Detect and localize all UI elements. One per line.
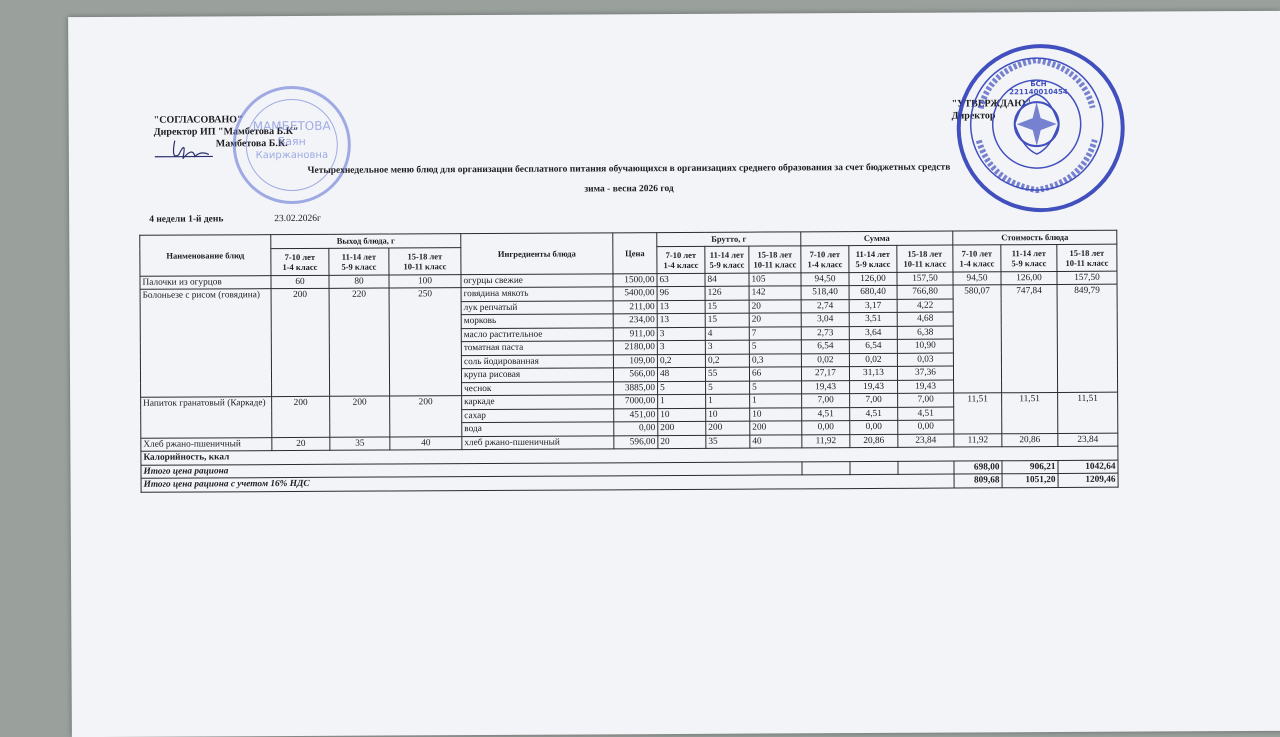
ingredient-sum: 7,00 [802,394,850,408]
calories-label: Калорийность, ккал [141,446,1118,465]
ingredient-brutto: 1 [706,394,750,408]
ingredient-sum: 19,43 [898,380,954,394]
ingredient-sum: 126,00 [849,272,897,286]
dish-output: 200 [390,396,462,437]
ingredient-sum: 27,17 [801,367,849,381]
ingredient-brutto: 15 [705,313,749,327]
total-empty [850,461,898,475]
ingredient-sum: 518,40 [801,286,849,300]
ingredient-sum: 4,68 [897,312,953,326]
ingredient-brutto: 84 [705,273,749,287]
ingredient-brutto: 5 [706,381,750,395]
dish-name: Болоньезе с рисом (говядина) [140,289,272,398]
dish-cost: 11,51 [954,393,1002,434]
ingredient-brutto: 5 [658,381,706,395]
ingredient-price: 2180,00 [613,341,657,355]
ingredient-brutto: 1 [658,394,706,408]
ingredient-brutto: 0,3 [749,353,801,367]
total-vat-value: 809,68 [954,474,1002,488]
approval-heading: "СОГЛАСОВАНО" [153,114,243,126]
ingredient-brutto: 200 [658,421,706,435]
ingredient-price: 234,00 [613,314,657,328]
ingredient-sum: 11,92 [802,434,850,448]
dish-output: 40 [390,436,462,450]
ingredient-name: каркаде [462,395,614,409]
ingredient-brutto: 5 [749,340,801,354]
ingredient-name: чеснок [462,381,614,395]
ingredient-sum: 0,00 [850,420,898,434]
ingredient-sum: 766,80 [897,285,953,299]
dish-cost: 580,07 [953,285,1002,393]
ingredient-brutto: 4 [705,327,749,341]
total-vat-label: Итого цена рациона с учетом 16% НДС [141,474,954,492]
dish-cost: 157,50 [1057,271,1117,285]
menu-date: 23.02.2026г [274,213,321,225]
age-group-header: 15-18 лет 10-11 класс [749,245,801,272]
age-group-header: 11-14 лет 5-9 класс [849,245,897,272]
ingredient-brutto: 48 [657,367,705,381]
total-value: 1042,64 [1058,460,1118,474]
dish-name: Напиток гранатовый (Каркаде) [141,397,272,438]
ingredient-brutto: 20 [749,299,801,313]
approval-heading-right: "УТВЕРЖДАЮ" [951,98,1032,110]
approver-title-right: Директор [951,110,996,122]
dish-cost: 11,51 [1058,392,1118,433]
ingredient-brutto: 10 [658,408,706,422]
ingredient-sum: 23,84 [898,434,954,448]
ingredient-price: 5400,00 [613,287,657,301]
col-header-sum: Сумма [801,231,953,245]
ingredient-sum: 4,51 [898,407,954,421]
dish-output: 35 [330,436,390,450]
ingredient-brutto: 20 [749,313,801,327]
ingredient-sum: 2,74 [801,299,849,313]
ingredient-brutto: 3 [657,340,705,354]
ingredient-sum: 2,73 [801,326,849,340]
dish-cost: 849,79 [1057,284,1118,392]
ingredient-sum: 0,00 [898,420,954,434]
dish-output: 220 [329,288,390,396]
ingredient-sum: 10,90 [897,339,953,353]
ingredient-sum: 0,02 [849,353,897,367]
stamp-left-text-main: МАМБЕТОВА [252,118,331,134]
col-header-brutto: Брутто, г [657,232,801,246]
approver-name: Мамбетова Б.К. [215,138,288,150]
ingredient-price: 109,00 [613,354,657,368]
ingredient-brutto: 200 [706,421,750,435]
ingredient-name: огурцы свежие [461,273,613,287]
dish-cost: 126,00 [1001,271,1057,285]
ingredient-name: масло растительное [461,327,613,341]
document-title: Четырехнедельное меню блюд для организации бесплатного питания обучающихся в организациях среднего образования за счет бюджетных средств [307,162,951,176]
ingredient-name: соль йодированная [461,354,613,368]
ingredient-price: 1500,00 [613,273,657,287]
dish-output: 200 [272,396,330,437]
ingredient-brutto: 96 [657,286,705,300]
ingredient-brutto: 15 [705,300,749,314]
ingredient-sum: 19,43 [850,380,898,394]
dish-cost: 11,92 [954,433,1002,447]
ingredient-brutto: 105 [749,272,801,286]
total-empty [802,461,850,475]
dish-cost: 11,51 [1002,393,1058,434]
total-empty [898,461,954,475]
ingredient-brutto: 126 [705,286,749,300]
ingredient-sum: 157,50 [897,272,953,286]
ingredient-brutto: 63 [657,273,705,287]
total-vat-value: 1051,20 [1002,474,1058,488]
ingredient-brutto: 0,2 [657,354,705,368]
ingredient-name: вода [462,422,614,436]
dish-output: 200 [271,288,330,396]
ingredient-brutto: 55 [705,367,749,381]
ingredient-price: 211,00 [613,300,657,314]
stamp-left-text-sub: Каиржановна [255,149,329,162]
ingredient-sum: 0,03 [897,353,953,367]
ingredient-brutto: 35 [706,435,750,449]
dish-output: 20 [272,437,330,451]
ingredient-price: 566,00 [613,368,657,382]
ingredient-sum: 6,54 [801,340,849,354]
day-label: 4 недели 1-й день [149,214,224,225]
stamp-right-emblem [960,48,1113,201]
ingredient-sum: 6,38 [897,326,953,340]
ingredient-brutto: 66 [749,367,801,381]
ingredient-sum: 4,51 [850,407,898,421]
dish-output: 80 [329,275,389,289]
ingredient-brutto: 10 [750,407,802,421]
dish-output: 100 [389,274,461,288]
age-group-header: 11-14 лет 5-9 класс [1001,244,1057,271]
ingredient-brutto: 7 [749,326,801,340]
menu-table [139,230,1118,493]
ingredient-name: говядина мякоть [461,287,613,301]
age-group-header: 7-10 лет 1-4 класс [657,246,705,273]
dish-cost: 23,84 [1058,433,1118,447]
col-header-cost: Стоимость блюда [953,230,1117,244]
ingredient-sum: 37,36 [897,366,953,380]
col-header-price: Цена [613,233,657,274]
ingredient-brutto: 40 [750,434,802,448]
ingredient-price: 451,00 [614,408,658,422]
col-header-output: Выход блюда, г [271,234,461,248]
ingredient-sum: 20,86 [850,434,898,448]
signature-left [153,134,223,164]
ingredient-sum: 19,43 [802,380,850,394]
ingredient-sum: 0,00 [802,421,850,435]
ingredient-brutto: 1 [750,394,802,408]
ingredient-brutto: 200 [750,421,802,435]
ingredient-sum: 4,22 [897,299,953,313]
document-page [68,11,1280,737]
ingredient-brutto: 13 [657,300,705,314]
age-group-header: 15-18 лет 10-11 класс [389,247,461,274]
ingredient-sum: 3,17 [849,299,897,313]
ingredient-sum: 7,00 [850,393,898,407]
ingredient-sum: 4,51 [802,407,850,421]
ingredient-price: 911,00 [613,327,657,341]
total-value: 906,21 [1002,460,1058,474]
total-vat-value: 1209,46 [1058,473,1118,487]
dish-cost: 20,86 [1002,433,1058,447]
total-label: Итого цена рациона [141,461,802,478]
ingredient-sum: 7,00 [898,393,954,407]
age-group-header: 7-10 лет 1-4 класс [271,248,329,275]
age-group-header: 11-14 лет 5-9 класс [705,246,749,273]
dish-output: 200 [330,396,390,437]
ingredient-name: морковь [461,314,613,328]
age-group-header: 11-14 лет 5-9 класс [329,248,389,275]
age-group-header: 7-10 лет 1-4 класс [953,244,1001,271]
ingredient-sum: 0,02 [801,353,849,367]
age-group-header: 15-18 лет 10-11 класс [897,245,953,272]
col-header-name: Наименование блюд [140,235,271,276]
ingredient-sum: 680,40 [849,285,897,299]
approver-title: Директор ИП "Мамбетова Б.К" [153,125,299,138]
ingredient-brutto: 142 [749,286,801,300]
dish-cost: 747,84 [1001,285,1058,393]
dish-output: 250 [389,288,462,396]
stamp-left-text-mid: Баян [277,134,306,149]
ingredient-brutto: 13 [657,313,705,327]
ingredient-price: 7000,00 [614,395,658,409]
ingredient-name: томатная паста [461,341,613,355]
ingredient-sum: 3,51 [849,312,897,326]
dish-cost: 94,50 [953,271,1001,285]
dish-output: 60 [271,275,329,289]
ingredient-name: лук репчатый [461,300,613,314]
ingredient-sum: 94,50 [801,272,849,286]
dish-name: Хлеб ржано-пшеничный [141,437,272,451]
ingredient-sum: 3,64 [849,326,897,340]
ingredient-price: 0,00 [614,422,658,436]
document-subtitle: зима - весна 2026 год [584,184,674,195]
ingredient-name: сахар [462,408,614,422]
ingredient-brutto: 5 [750,380,802,394]
ingredient-brutto: 0,2 [705,354,749,368]
age-group-header: 15-18 лет 10-11 класс [1057,244,1117,271]
dish-name: Палочки из огурцов [140,275,271,289]
age-group-header: 7-10 лет 1-4 класс [801,245,849,272]
ingredient-brutto: 3 [657,327,705,341]
ingredient-sum: 3,04 [801,313,849,327]
ingredient-brutto: 3 [705,340,749,354]
col-header-ingredients: Ингредиенты блюда [461,233,613,274]
ingredient-brutto: 20 [658,435,706,449]
stamp-right-bin: БСН 221140010454 [1009,80,1068,97]
ingredient-sum: 31,13 [849,366,897,380]
ingredient-sum: 6,54 [849,339,897,353]
ingredient-name: крупа рисовая [461,368,613,382]
total-value: 698,00 [954,460,1002,474]
ingredient-name: хлеб ржано-пшеничный [462,435,614,449]
ingredient-brutto: 10 [706,408,750,422]
ingredient-price: 3885,00 [614,381,658,395]
ingredient-price: 596,00 [614,435,658,449]
